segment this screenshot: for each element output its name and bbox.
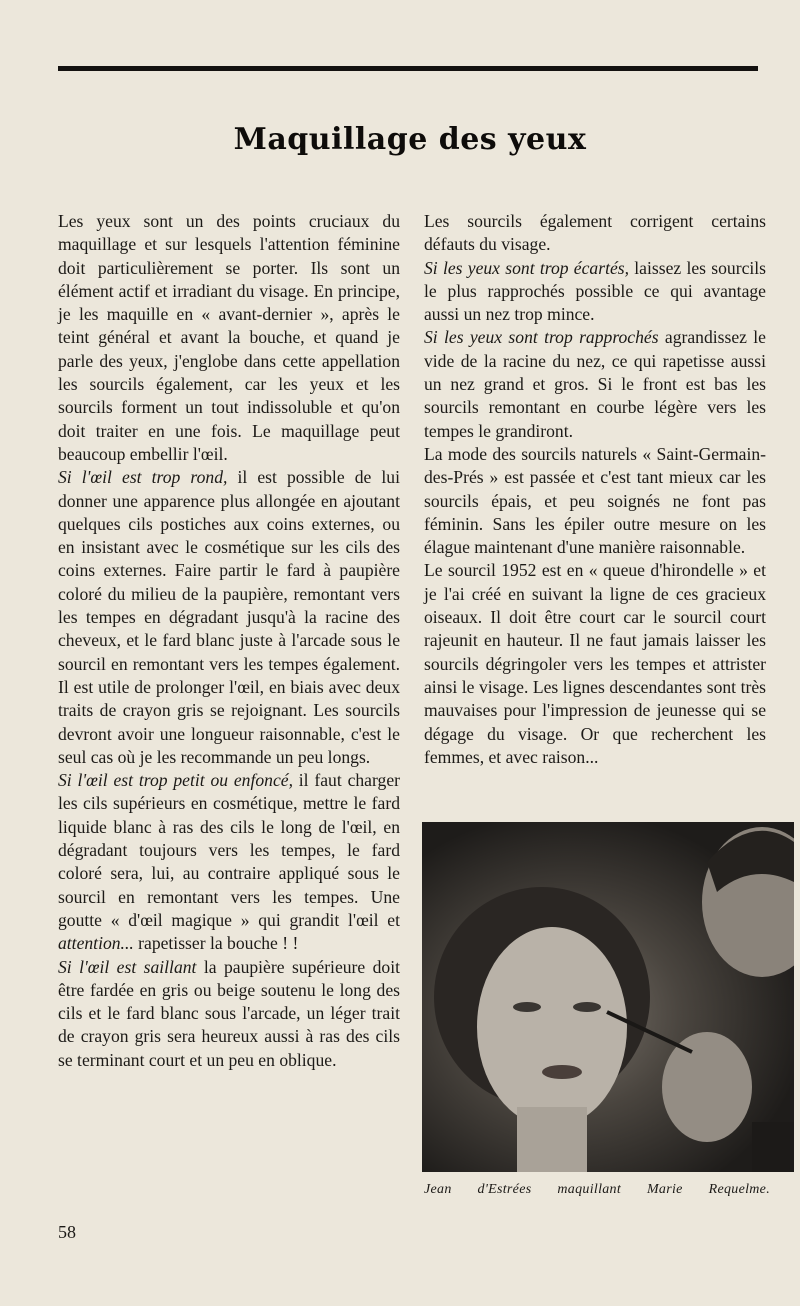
photo-illustration — [422, 822, 794, 1172]
right-column — [424, 210, 766, 769]
woman-eye-shape — [573, 1002, 601, 1012]
lead-in-italic: Si les yeux sont trop rapprochés — [424, 327, 659, 348]
paragraph-text: rapetisser la bouche ! ! — [133, 933, 299, 954]
lead-in-italic: Si l'œil est saillant — [58, 956, 197, 977]
top-rule — [58, 66, 758, 71]
paragraph-yeux-ecartes — [424, 257, 766, 327]
lead-in-italic: Si l'œil est trop petit ou enfoncé, — [58, 770, 293, 791]
paragraph-text: laissez les sourcils le plus rapprochés possible ce qui avantage aussi un nez trop mince. — [424, 257, 766, 325]
paragraph-text: agrandissez le vide de la racine du nez, ce qui rapetisse aussi un nez grand et gros. Si le front est bas les sourcils remontant en courbe légère vers les tempes le grandiront. — [424, 327, 766, 441]
paragraph-mode-sourcils: La mode des sourcils naturels « Saint-Germain-des-Prés » est passée et c'est tant mieux car les sourcils épais, et peu soignés ne font pas féminin. Sans les épiler outre mesure on les élague maintenant d'une manière raisonnable. — [424, 443, 766, 558]
paragraph-yeux-rapproches — [424, 326, 766, 442]
paragraph-sourcils: Les sourcils également corrigent certains défauts du visage. — [424, 211, 766, 255]
lead-in-italic: Si l'œil est trop rond, — [58, 467, 228, 488]
paragraph-intro: Les yeux sont un des points cruciaux du maquillage et sur lesquels l'attention féminine doit particulièrement se porter. Ils sont un élément actif et irradiant du visage. En principe, je les maquille en « avant-dernier », après le teint général et avant la bouche, et quand je parle des yeux, j'englobe dans cette appellation les sourcils également, car les yeux et les sourcils forment un tout indissoluble et qu'on doit traiter en une fois. Le maquillage peut beaucoup embellir l'œil. — [58, 211, 400, 464]
paragraph-oeil-rond — [58, 466, 400, 769]
woman-lips-shape — [542, 1065, 582, 1079]
man-sleeve-shape — [752, 1122, 794, 1172]
paragraph-sourcil-1952: Le sourcil 1952 est en « queue d'hirondelle » et je l'ai créé en suivant la ligne de ces gracieux oiseaux. Il doit être court car le sourcil court rajeunit en hauteur. Il ne faut jamais laisser les sourcils dégringoler vers les tempes et attrister ainsi le visage. Les lignes descendantes sont très mauvaises pour l'impression de jeunesse qui se dégage du visage. Or que recherchent les femmes, et avec raison... — [424, 560, 766, 767]
paragraph-oeil-petit — [58, 769, 400, 955]
photo-caption: Jean d'Estrées maquillant Marie Requelme. — [424, 1182, 770, 1197]
paragraph-text: il est possible de lui donner une apparence plus allongée en ajoutant quelques cils postiches aux coins externes, ou en insistant avec le cosmétique sur les cils des coins externes. Faire partir le fard à paupière coloré du milieu de la paupière, remontant vers les tempes en dégradant jusqu'à la racine des cheveux, et le fard blanc juste à l'arcade sous le sourcil en remontant vers les tempes également. Il est utile de prolonger l'œil, en biais avec deux traits de crayon gris se rejoignant. Les sourcils devront avoir une longueur raisonnable, c'est le seul cas où je les recommande un peu longs. — [58, 467, 400, 767]
left-column — [58, 210, 400, 1072]
paragraph-text: il faut charger les cils supérieurs en cosmétique, mettre le fard liquide blanc à ras des cils le long de l'œil, en dégradant toujours vers les tempes, le fard coloré sera, lui, au contraire appliqué sous le sourcil en remontant vers les tempes. Une goutte « d'œil magique » qui grandit l'œil et — [58, 770, 400, 930]
woman-neck-shape — [517, 1107, 587, 1172]
woman-eye-shape — [513, 1002, 541, 1012]
inline-italic: attention... — [58, 933, 134, 954]
woman-face-shape — [477, 927, 627, 1127]
paragraph-text: la paupière supérieure doit être fardée en gris ou beige soutenu le long des cils et le fard blanc sous l'arcade, un léger trait de crayon gris sera heureux aussi à ras des cils se terminant court et un peu en oblique. — [58, 956, 400, 1070]
page-number: 58 — [58, 1222, 76, 1242]
man-hand-shape — [662, 1032, 752, 1142]
lead-in-italic: Si les yeux sont trop écartés, — [424, 257, 630, 278]
article-title: Maquillage des yeux — [233, 122, 587, 157]
makeup-photo — [422, 822, 794, 1172]
paragraph-oeil-saillant — [58, 956, 400, 1072]
